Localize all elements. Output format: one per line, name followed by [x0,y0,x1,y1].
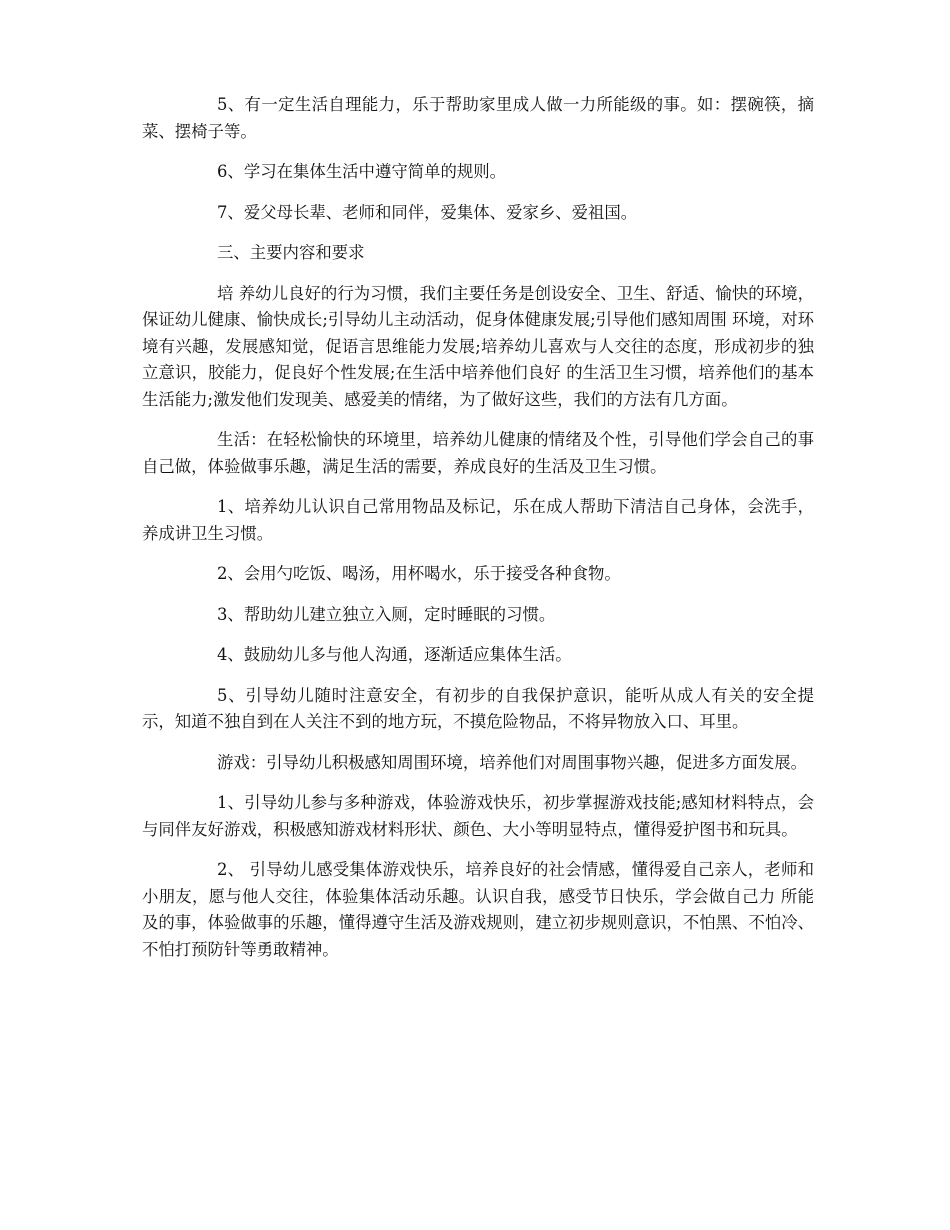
paragraph-life-2: 2、会用勺吃饭、喝汤，用杯喝水，乐于接受各种食物。 [217,564,621,583]
paragraph-item-7: 7、爱父母长辈、老师和同伴，爱集体、爱家乡、爱祖国。 [217,202,638,222]
paragraph-life-5: 5、引导幼儿随时注意安全，有初步的自我保护意识，能听从成人有关的安全提示，知道不独自到在人关注不到的地方玩，不摸危险物品，不将异物放入口、耳里。 [142,685,814,731]
paragraph-item-5: 5、有一定生活自理能力，乐于帮助家里成人做一力所能级的事。如：摆碗筷，摘菜、摆椅子等。 [142,95,814,141]
paragraph-item-6: 6、学习在集体生活中遵守简单的规则。 [217,162,507,181]
document-body [142,92,814,977]
paragraph-overview: 培 养幼儿良好的行为习惯，我们主要任务是创设安全、卫生、舒适、愉快的环境，保证幼儿健康、愉快成长;引导幼儿主动活动，促身体健康发展;引导他们感知周围 环境，对环境有兴趣，发展感知觉，促语言思维能力发展;培养幼儿喜欢与人交往的态度，形成初步的独立意识，胶能力，促良好个性发展;在生活中培养他们良好 的生活卫生习惯，培养他们的基本生活能力;激发他们发现美、感爱美的情绪，为了做好这些，我们的方法有几方面。 [142,283,814,409]
paragraph-game-1: 1、引导幼儿参与多种游戏，体验游戏快乐，初步掌握游戏技能;感知材料特点，会与同伴友好游戏，积极感知游戏材料形状、颜色、大小等明显特点，懂得爱护图书和玩具。 [142,793,814,839]
paragraph-life-3: 3、帮助幼儿建立独立入厕，定时睡眠的习惯。 [217,604,556,624]
section-heading: 三、主要内容和要求 [217,243,365,262]
paragraph-life-1: 1、培养幼儿认识自己常用物品及标记，乐在成人帮助下清洁自己身体，会洗手，养成讲卫生习惯。 [142,497,814,543]
paragraph-game-2: 2、 引导幼儿感受集体游戏快乐，培养良好的社会情感，懂得爱自己亲人，老师和小朋友，愿与他人交往，体验集体活动乐趣。认识自我，感受节日快乐，学会做自己力 所能及的事，体验做事的乐趣，懂得遵守生活及游戏规则，建立初步规则意识，不怕黑、不怕冷、不怕打预防针等勇敢精神。 [142,860,815,959]
paragraph-life-4: 4、鼓励幼儿多与他人沟通，逐渐适应集体生活。 [217,645,572,664]
paragraph-game: 游戏：引导幼儿积极感知周围环境，培养他们对周围事物兴趣，促进多方面发展。 [217,752,808,772]
paragraph-life: 生活：在轻松愉快的环境里，培养幼儿健康的情绪及个性，引导他们学会自己的事自己做，体验做事乐趣，满足生活的需要，养成良好的生活及卫生习惯。 [142,430,814,476]
